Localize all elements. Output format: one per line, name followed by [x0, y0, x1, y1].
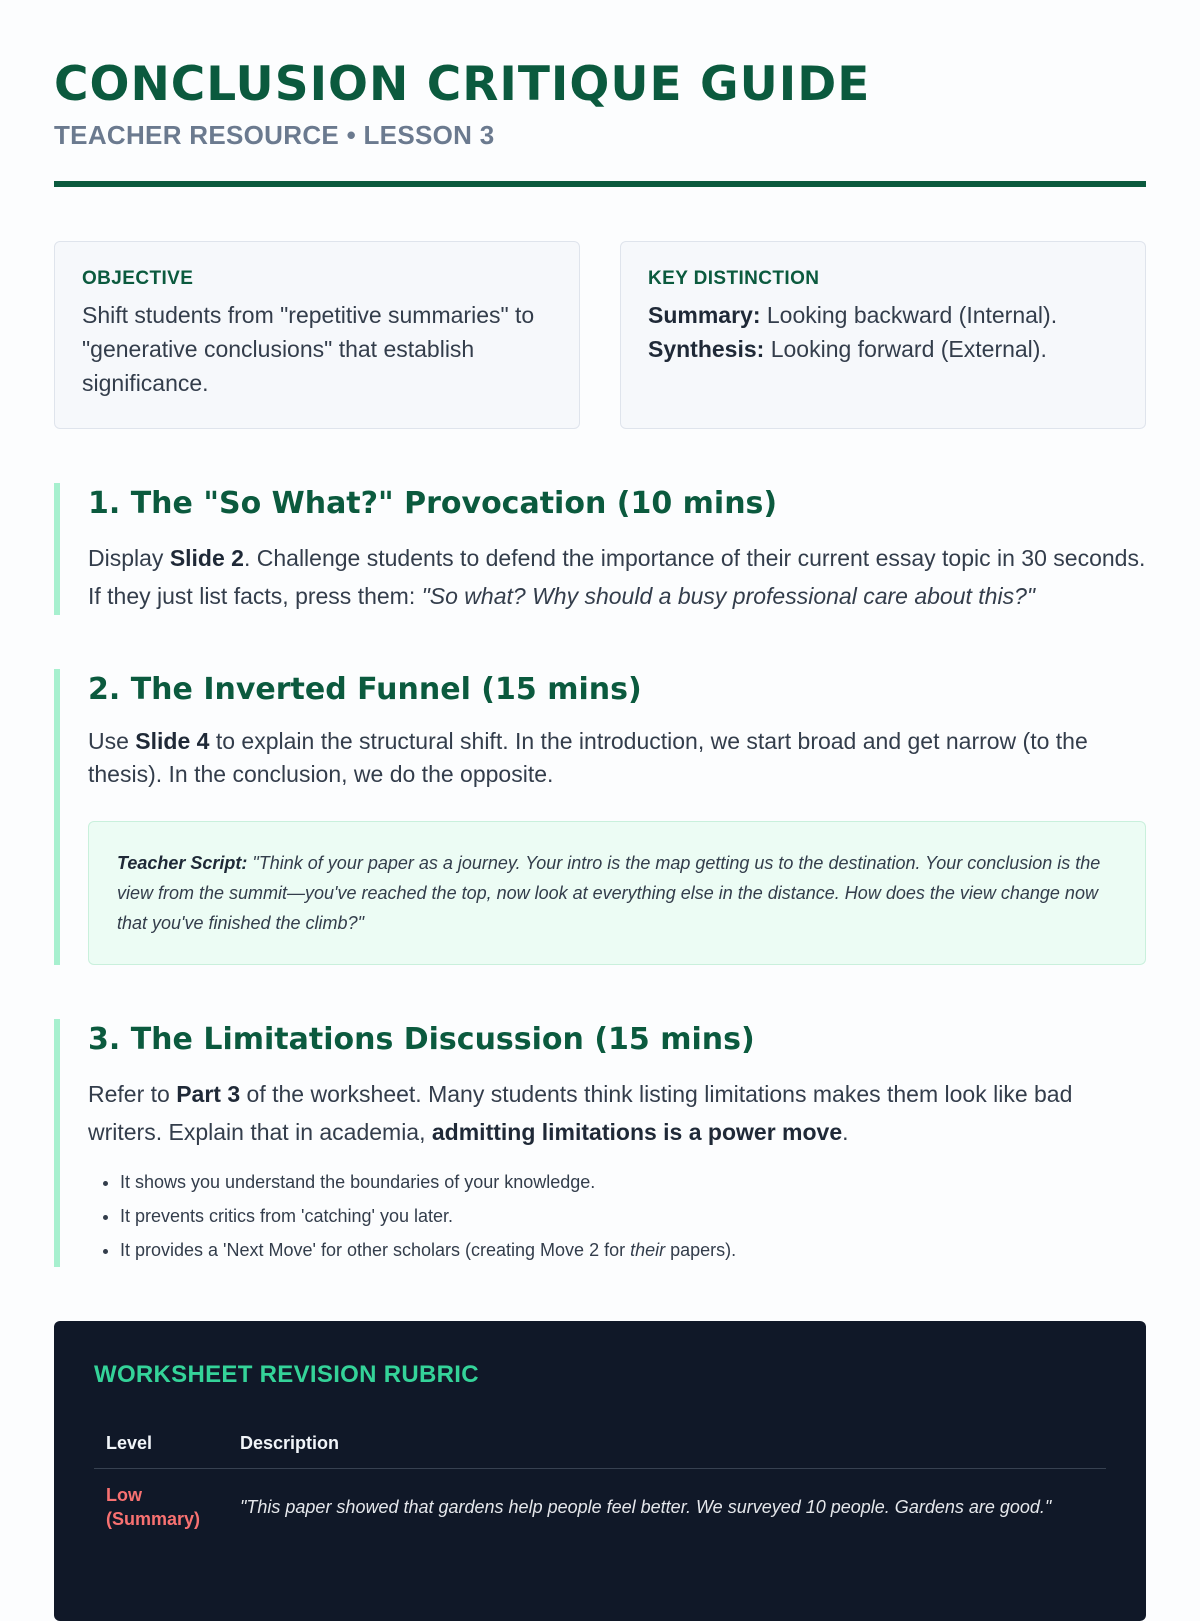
- section-heading: 1. The "So What?" Provocation (10 mins): [88, 486, 778, 521]
- rubric-title: WORKSHEET REVISION RUBRIC: [94, 1361, 479, 1388]
- section-body: [88, 1075, 1146, 1151]
- section-body: [88, 539, 1146, 615]
- body-text: . Challenge students to defend the importance of their current essay topic in 30 seconds. If they just list facts, press them:: [88, 545, 1146, 609]
- key-distinction-card: [620, 241, 1146, 429]
- page-subtitle: TEACHER RESOURCE • LESSON 3: [54, 120, 495, 150]
- summary-line: [648, 298, 1118, 332]
- rubric-table: [94, 1419, 1106, 1545]
- synthesis-term: Synthesis:: [648, 336, 765, 362]
- slide-ref: Slide 2: [169, 545, 244, 571]
- summary-term: Summary:: [648, 302, 761, 328]
- key-distinction-text: [648, 298, 1118, 366]
- teacher-script-text: "Think of your paper as a journey. Your intro is the map getting us to the destination. Your conclusion is the view from the summit—you've reached the top, now look at everything else in the distance. How does the view change now that you've finished the climb?": [117, 853, 1101, 933]
- summary-text: Looking backward (Internal).: [760, 302, 1058, 328]
- body-text: to explain the structural shift. In the introduction, we start broad and get narrow (to the thesis). In the conclusion, we do the opposite.: [88, 728, 1088, 787]
- key-distinction-label: KEY DISTINCTION: [648, 268, 820, 289]
- page-title: CONCLUSION CRITIQUE GUIDE: [54, 57, 871, 112]
- teacher-script-box: [88, 821, 1146, 965]
- list-item: [120, 1233, 1146, 1267]
- teacher-script-label: Teacher Script:: [117, 853, 248, 873]
- section-so-what: [54, 483, 1146, 615]
- provocation-quote: "So what? Why should a busy professional care about this?": [421, 583, 1036, 609]
- rubric-level-low: Low (Summary): [106, 1485, 201, 1529]
- objective-label: OBJECTIVE: [82, 268, 194, 289]
- table-header-row: [94, 1419, 1106, 1469]
- objective-card: [54, 241, 580, 429]
- body-text: Display: [88, 545, 170, 571]
- rubric-panel: [54, 1321, 1146, 1621]
- section-limitations: [54, 1019, 1146, 1267]
- limitations-list: [88, 1165, 1146, 1267]
- body-text: of the worksheet. Many students think listing limitations makes them look like bad writers. Explain that in academia,: [88, 1081, 1073, 1145]
- body-text: .: [842, 1119, 849, 1145]
- section-heading: 2. The Inverted Funnel (15 mins): [88, 672, 642, 707]
- list-item-text: papers).: [665, 1240, 737, 1260]
- section-inverted-funnel: [54, 669, 1146, 965]
- column-header-description: Description: [228, 1419, 1106, 1469]
- worksheet-ref: Part 3: [176, 1081, 241, 1107]
- body-text: Refer to: [88, 1081, 177, 1107]
- section-heading: 3. The Limitations Discussion (15 mins): [88, 1022, 755, 1057]
- column-header-level: Level: [94, 1419, 228, 1469]
- body-text: Use: [88, 728, 136, 754]
- list-item-text: It provides a 'Next Move' for other scholars (creating Move 2 for: [120, 1240, 631, 1260]
- objective-text: Shift students from "repetitive summaries" to "generative conclusions" that establish significance.: [82, 302, 535, 396]
- list-item: • It prevents critics from 'catching' you later.: [120, 1199, 1146, 1233]
- slide-ref: Slide 4: [135, 728, 210, 754]
- synthesis-text: Looking forward (External).: [764, 336, 1047, 362]
- synthesis-line: [648, 332, 1118, 366]
- list-item-emphasis: their: [630, 1240, 666, 1260]
- table-row: [94, 1469, 1106, 1546]
- header-divider: [54, 181, 1146, 187]
- section-body: [88, 725, 1146, 791]
- emphasis-text: admitting limitations is a power move: [431, 1119, 843, 1145]
- rubric-description: "This paper showed that gardens help people feel better. We surveyed 10 people. Gardens are good.": [240, 1496, 1052, 1517]
- info-cards: [54, 241, 1146, 429]
- list-item: • It shows you understand the boundaries of your knowledge.: [120, 1165, 1146, 1199]
